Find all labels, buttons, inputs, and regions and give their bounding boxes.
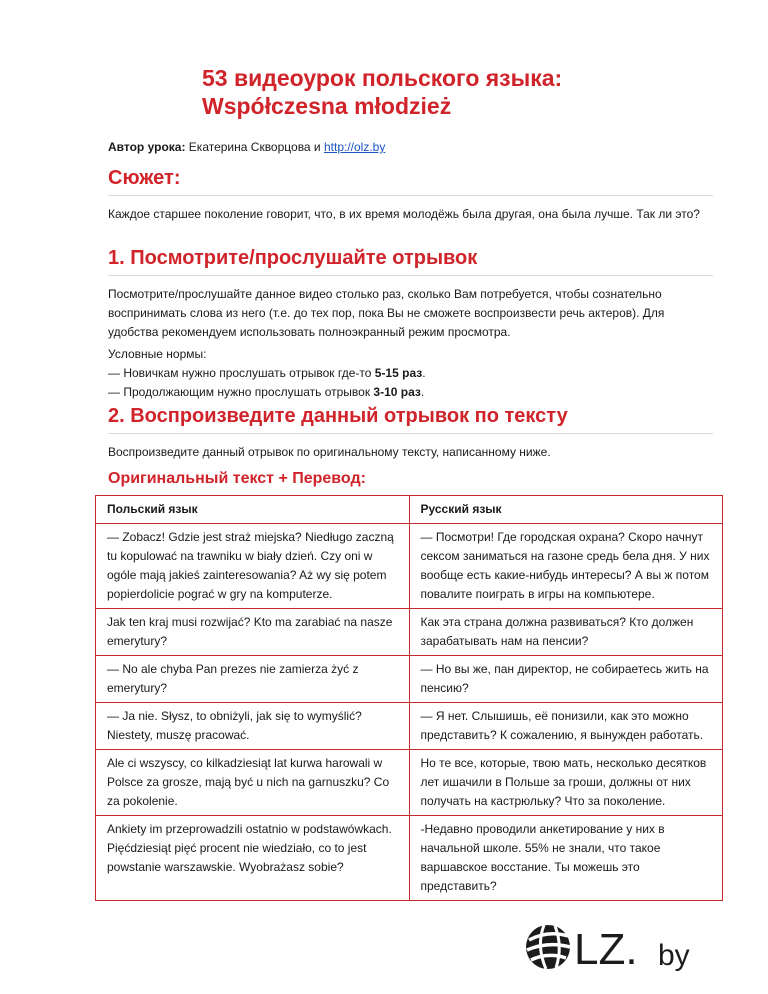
cell-russian: Но те все, которые, твою мать, несколько десятков лет ишачили в Польше за гроши, должны от них получать на кастрюльку? Что за поколение. (409, 750, 723, 816)
cell-polish: Jak ten kraj musi rozwijać? Kto ma zarabiać na nasze emerytury? (96, 609, 410, 656)
norm-beginners-text: — Новичкам нужно прослушать отрывок где-то (108, 366, 372, 380)
cell-polish: Ankiety im przeprowadzili ostatnio w podstawówkach. Pięćdziesiąt pięć procent nie wiedziało, co to jest powstanie warszawskie. Wyobrażasz sobie? (96, 816, 410, 901)
cell-russian: — Но вы же, пан директор, не собираетесь жить на пенсию? (409, 656, 723, 703)
section2-text: Воспроизведите данный отрывок по оригинальному тексту, написанному ниже. (108, 445, 551, 459)
original-heading: Оригинальный текст + Перевод: (108, 470, 366, 487)
page-title-line2: Współczesna młodzież (202, 93, 452, 119)
table-row (96, 816, 723, 901)
author-text: Екатерина Скворцова и (188, 140, 321, 154)
norm-beginners-period: . (422, 366, 426, 380)
cell-polish: — No ale chyba Pan prezes nie zamierza żyć z emerytury? (96, 656, 410, 703)
logo-domain-text: by (658, 939, 690, 972)
plot-text: Каждое старшее поколение говорит, что, в их время молодёжь была другая, она была лучше. Так ли это? (108, 207, 700, 221)
cell-russian: — Я нет. Слышишь, её понизили, как это можно представить? К сожалению, я вынужден работать. (409, 703, 723, 750)
section1-heading: 1. Посмотрите/прослушайте отрывок (108, 246, 713, 276)
norm-continuing-value: 3-10 раз (373, 385, 421, 399)
table-row (96, 750, 723, 816)
section1-text: Посмотрите/прослушайте данное видео столько раз, сколько Вам потребуется, чтобы сознательно воспринимать слова из него (т.е. до тех пор, пока Вы не сможете воспроизвести речь актеров). Для удобства рекомендуем использовать полноэкранный режим просмотра. (108, 287, 665, 339)
norm-beginners (108, 364, 713, 383)
logo-brand-text: LZ. (574, 925, 638, 974)
column-header-russian: Русский язык (409, 496, 723, 524)
table-row (96, 703, 723, 750)
table-row (96, 609, 723, 656)
norm-continuing-period: . (420, 385, 425, 399)
norms-label: Условные нормы: (108, 347, 207, 361)
section2-heading: 2. Воспроизведите данный отрывок по тексту (108, 404, 713, 434)
cell-polish: — Zobacz! Gdzie jest straż miejska? Niedługo zaczną tu kopulować na trawniku w biały dzień. Czy oni w ogóle mają jakieś zainteresowania? Aż wy się potem popierdolicie pograć w gry na komputerze. (96, 524, 410, 609)
table-row (96, 656, 723, 703)
globe-icon (526, 925, 570, 969)
norms-block (108, 345, 713, 402)
cell-russian: -Недавно проводили анкетирование у них в начальной школе. 55% не знали, что такое варшавское восстание. Ты можешь это представить? (409, 816, 723, 901)
olz-logo (518, 916, 718, 978)
cell-russian: Как эта страна должна развиваться? Кто должен зарабатывать нам на пенсии? (409, 609, 723, 656)
norm-continuing-text: — Продолжающим нужно прослушать отрывок (108, 385, 371, 399)
norm-beginners-value: 5-15 раз (374, 366, 423, 380)
author-line (108, 140, 385, 154)
translation-table (95, 495, 723, 901)
norm-continuing (108, 383, 713, 402)
cell-russian: — Посмотри! Где городская охрана? Скоро начнут сексом заниматься на газоне средь бела дня. У них вообще есть какие-нибудь интересы? А вы ж потом повалите поиграть в игры на компьютере. (409, 524, 723, 609)
plot-heading: Сюжет: (108, 166, 713, 196)
page-title-line1: 53 видеоурок польского языка: (202, 65, 563, 91)
column-header-polish: Польский язык (96, 496, 410, 524)
page-title (202, 64, 722, 120)
cell-polish: — Ja nie. Słysz, to obniżyli, jak się to wymyślić? Niestety, muszę pracować. (96, 703, 410, 750)
table-row (96, 524, 723, 609)
cell-polish: Ale ci wszyscy, co kilkadziesiąt lat kurwa harowali w Polsce za grosze, mają być u nich na garnuszku? Co za pokolenie. (96, 750, 410, 816)
author-label: Автор урока: (108, 140, 186, 154)
author-link[interactable]: http://olz.by (323, 140, 386, 154)
table-header-row (96, 496, 723, 524)
